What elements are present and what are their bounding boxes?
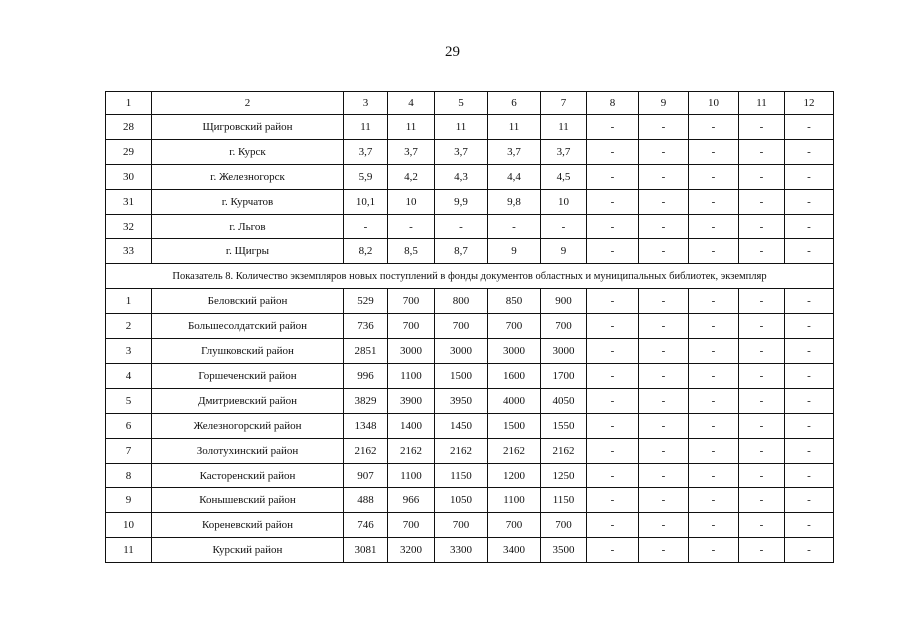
table-cell: -	[739, 189, 785, 214]
table-cell: -	[689, 164, 739, 189]
table-cell: -	[785, 189, 834, 214]
table-cell: -	[639, 139, 689, 164]
table-cell: 1600	[488, 364, 541, 389]
table-row	[106, 139, 834, 164]
table-cell: Щигровский район	[152, 115, 344, 140]
table-cell: 9,9	[435, 189, 488, 214]
table-cell: -	[639, 214, 689, 239]
table-cell: Глушковский район	[152, 339, 344, 364]
table-cell: 9	[488, 239, 541, 264]
table-cell: -	[639, 339, 689, 364]
table-cell: Золотухинский район	[152, 438, 344, 463]
table-cell: 11	[435, 115, 488, 140]
table-cell: -	[689, 115, 739, 140]
table-cell: -	[785, 339, 834, 364]
table-cell: 1	[106, 289, 152, 314]
table-cell: -	[785, 388, 834, 413]
table-cell: -	[739, 314, 785, 339]
table-cell: -	[587, 339, 639, 364]
table-cell: 32	[106, 214, 152, 239]
table-cell: Дмитриевский район	[152, 388, 344, 413]
table-cell: 700	[541, 314, 587, 339]
table-cell: 6	[106, 413, 152, 438]
table-row	[106, 239, 834, 264]
table-cell: -	[639, 413, 689, 438]
table-cell: -	[689, 438, 739, 463]
table-row	[106, 289, 834, 314]
table-cell: Большесолдатский район	[152, 314, 344, 339]
table-cell: 4,5	[541, 164, 587, 189]
table-cell: 800	[435, 289, 488, 314]
table-cell: -	[689, 139, 739, 164]
table-cell: 10	[106, 513, 152, 538]
table-cell: 6	[488, 92, 541, 115]
table-cell: 3000	[488, 339, 541, 364]
table-cell: -	[785, 513, 834, 538]
table-cell: 1150	[541, 488, 587, 513]
table-cell: 11	[541, 115, 587, 140]
table-cell: 10,1	[344, 189, 388, 214]
table-row	[106, 339, 834, 364]
table-cell: -	[639, 488, 689, 513]
table-cell: 3,7	[435, 139, 488, 164]
table-cell: -	[739, 364, 785, 389]
table-cell: -	[785, 413, 834, 438]
table-cell: 1050	[435, 488, 488, 513]
table-cell: 1250	[541, 463, 587, 488]
table-header-row	[106, 92, 834, 115]
table-cell: 3000	[541, 339, 587, 364]
table-cell: Курский район	[152, 538, 344, 563]
table-row	[106, 164, 834, 189]
table-cell: -	[689, 339, 739, 364]
table-cell: -	[689, 513, 739, 538]
table-cell: Железногорский район	[152, 413, 344, 438]
table-cell: -	[587, 488, 639, 513]
table-cell: 700	[388, 513, 435, 538]
table-cell: 7	[541, 92, 587, 115]
table-cell: -	[739, 289, 785, 314]
table-cell: 7	[106, 438, 152, 463]
table-cell: г. Железногорск	[152, 164, 344, 189]
table-cell: -	[739, 463, 785, 488]
table-cell: 746	[344, 513, 388, 538]
table-cell: -	[689, 189, 739, 214]
table-cell: 4	[388, 92, 435, 115]
table-cell: -	[639, 388, 689, 413]
table-cell: 29	[106, 139, 152, 164]
table-cell: 12	[785, 92, 834, 115]
table-cell: -	[587, 239, 639, 264]
table-cell: 9	[106, 488, 152, 513]
table-cell: -	[739, 388, 785, 413]
table-cell: 10	[388, 189, 435, 214]
table-cell: 3950	[435, 388, 488, 413]
table-cell: -	[785, 488, 834, 513]
table-cell: -	[739, 139, 785, 164]
table-cell: 2162	[435, 438, 488, 463]
table-cell: 28	[106, 115, 152, 140]
table-cell: 4000	[488, 388, 541, 413]
table-cell: г. Льгов	[152, 214, 344, 239]
table-cell: 10	[689, 92, 739, 115]
table-cell: -	[785, 164, 834, 189]
table-row	[106, 538, 834, 563]
table-cell: 4,2	[388, 164, 435, 189]
table-cell: -	[639, 314, 689, 339]
table-cell: -	[739, 214, 785, 239]
table-cell: 30	[106, 164, 152, 189]
table-cell: 996	[344, 364, 388, 389]
table-cell: -	[785, 538, 834, 563]
table-body	[106, 92, 834, 563]
table-cell: 529	[344, 289, 388, 314]
table-cell: -	[488, 214, 541, 239]
table-cell: Конышевский район	[152, 488, 344, 513]
table-cell: -	[785, 289, 834, 314]
table-cell: 4,4	[488, 164, 541, 189]
table-cell: 2	[106, 314, 152, 339]
table-cell: 8,2	[344, 239, 388, 264]
table-cell: 907	[344, 463, 388, 488]
table-cell: -	[587, 164, 639, 189]
table-cell: 2162	[388, 438, 435, 463]
table-cell: -	[739, 164, 785, 189]
table-cell: -	[785, 115, 834, 140]
table-cell: г. Курчатов	[152, 189, 344, 214]
table-cell: 3500	[541, 538, 587, 563]
table-row	[106, 364, 834, 389]
table-cell: -	[689, 289, 739, 314]
table-cell: 1700	[541, 364, 587, 389]
table-cell: -	[739, 438, 785, 463]
table-cell: Беловский район	[152, 289, 344, 314]
table-row	[106, 463, 834, 488]
table-cell: -	[587, 214, 639, 239]
table-cell: 3	[344, 92, 388, 115]
table-cell: 8,7	[435, 239, 488, 264]
table-cell: Касторенский район	[152, 463, 344, 488]
table-cell: -	[689, 364, 739, 389]
table-cell: 11	[388, 115, 435, 140]
table-cell: 10	[541, 189, 587, 214]
table-cell: 3,7	[541, 139, 587, 164]
table-cell: 3000	[435, 339, 488, 364]
table-cell: 1200	[488, 463, 541, 488]
table-row	[106, 115, 834, 140]
table-cell: 700	[435, 314, 488, 339]
table-cell: -	[785, 239, 834, 264]
table-cell: 3,7	[344, 139, 388, 164]
table-row	[106, 413, 834, 438]
table-cell: -	[739, 239, 785, 264]
page-number: 29	[445, 44, 460, 60]
table-cell: -	[785, 438, 834, 463]
data-table	[105, 91, 834, 563]
section-row	[106, 264, 834, 289]
table-cell: -	[639, 463, 689, 488]
table-cell: -	[639, 239, 689, 264]
table-cell: -	[689, 239, 739, 264]
table-row	[106, 189, 834, 214]
table-cell: 11	[106, 538, 152, 563]
table-cell: -	[587, 115, 639, 140]
table-cell: 3	[106, 339, 152, 364]
table-cell: -	[587, 314, 639, 339]
table-cell: 700	[488, 513, 541, 538]
table-cell: 3829	[344, 388, 388, 413]
table-cell: 1100	[388, 463, 435, 488]
table-cell: 488	[344, 488, 388, 513]
table-cell: 1	[106, 92, 152, 115]
table-cell: -	[587, 538, 639, 563]
table-row	[106, 513, 834, 538]
table-cell: 4	[106, 364, 152, 389]
table-row	[106, 488, 834, 513]
table-cell: -	[587, 139, 639, 164]
table-cell: 700	[388, 314, 435, 339]
table-cell: 11	[344, 115, 388, 140]
table-cell: 5	[435, 92, 488, 115]
table-cell: -	[689, 488, 739, 513]
table-cell: -	[639, 538, 689, 563]
table-cell: -	[587, 189, 639, 214]
table-cell: -	[689, 463, 739, 488]
table-cell: 2162	[488, 438, 541, 463]
table-cell: -	[639, 164, 689, 189]
table-cell: -	[587, 413, 639, 438]
table-cell: -	[587, 364, 639, 389]
table-cell: -	[689, 314, 739, 339]
table-cell: 9,8	[488, 189, 541, 214]
table-cell: 3400	[488, 538, 541, 563]
table-cell: -	[739, 538, 785, 563]
table-cell: -	[739, 513, 785, 538]
table-cell: 1348	[344, 413, 388, 438]
table-cell: -	[739, 413, 785, 438]
table-cell: 2162	[541, 438, 587, 463]
table-cell: 31	[106, 189, 152, 214]
table-cell: г. Щигры	[152, 239, 344, 264]
table-cell: 736	[344, 314, 388, 339]
table-cell: 3,7	[488, 139, 541, 164]
table-cell: -	[587, 438, 639, 463]
table-cell: -	[639, 289, 689, 314]
table-cell: Кореневский район	[152, 513, 344, 538]
table-row	[106, 314, 834, 339]
table-cell: -	[689, 413, 739, 438]
table-cell: 4050	[541, 388, 587, 413]
table-cell: 966	[388, 488, 435, 513]
table-cell: 850	[488, 289, 541, 314]
table-cell: 9	[639, 92, 689, 115]
table-cell: 1150	[435, 463, 488, 488]
table-row	[106, 438, 834, 463]
table-cell: 2162	[344, 438, 388, 463]
table-cell: -	[639, 115, 689, 140]
table-cell: 1500	[488, 413, 541, 438]
table-cell: -	[689, 214, 739, 239]
table-cell: 8	[587, 92, 639, 115]
table-cell: -	[689, 388, 739, 413]
table-cell: -	[435, 214, 488, 239]
table-cell: 700	[541, 513, 587, 538]
table-cell: -	[689, 538, 739, 563]
table-cell: -	[587, 463, 639, 488]
table-row	[106, 388, 834, 413]
table-cell: -	[587, 513, 639, 538]
table-cell: -	[639, 438, 689, 463]
table-cell: -	[785, 214, 834, 239]
table-cell: 900	[541, 289, 587, 314]
table-cell: -	[739, 339, 785, 364]
table-cell: Горшеченский район	[152, 364, 344, 389]
table-cell: 11	[488, 115, 541, 140]
table-cell: 5	[106, 388, 152, 413]
table-cell: -	[739, 488, 785, 513]
table-cell: -	[388, 214, 435, 239]
table-cell: 11	[739, 92, 785, 115]
table-cell: -	[785, 139, 834, 164]
table-cell: 3081	[344, 538, 388, 563]
table-cell: -	[639, 189, 689, 214]
table-cell: 3200	[388, 538, 435, 563]
table-cell: г. Курск	[152, 139, 344, 164]
table-cell: -	[639, 513, 689, 538]
table-cell: -	[785, 463, 834, 488]
table-cell: 3900	[388, 388, 435, 413]
table-row	[106, 214, 834, 239]
table-cell: 2	[152, 92, 344, 115]
section-title: Показатель 8. Количество экземпляров новых поступлений в фонды документов областных и муниципальных библиотек, экземпляр	[106, 264, 834, 289]
table-cell: 5,9	[344, 164, 388, 189]
table-cell: 1100	[488, 488, 541, 513]
table-cell: 700	[435, 513, 488, 538]
table-cell: 1500	[435, 364, 488, 389]
table-cell: 1100	[388, 364, 435, 389]
table-cell: 1400	[388, 413, 435, 438]
table-cell: -	[541, 214, 587, 239]
table-cell: 2851	[344, 339, 388, 364]
table-cell: 3,7	[388, 139, 435, 164]
table-cell: -	[739, 115, 785, 140]
table-cell: -	[785, 314, 834, 339]
table-cell: 8	[106, 463, 152, 488]
table-cell: 3300	[435, 538, 488, 563]
table-cell: -	[587, 289, 639, 314]
table-cell: 33	[106, 239, 152, 264]
table-cell: 3000	[388, 339, 435, 364]
table-cell: 4,3	[435, 164, 488, 189]
table-cell: 8,5	[388, 239, 435, 264]
table-cell: -	[639, 364, 689, 389]
table-cell: 1550	[541, 413, 587, 438]
table-cell: 9	[541, 239, 587, 264]
table-cell: -	[785, 364, 834, 389]
table-cell: 700	[388, 289, 435, 314]
table-cell: 700	[488, 314, 541, 339]
table-cell: 1450	[435, 413, 488, 438]
table-cell: -	[587, 388, 639, 413]
table-cell: -	[344, 214, 388, 239]
